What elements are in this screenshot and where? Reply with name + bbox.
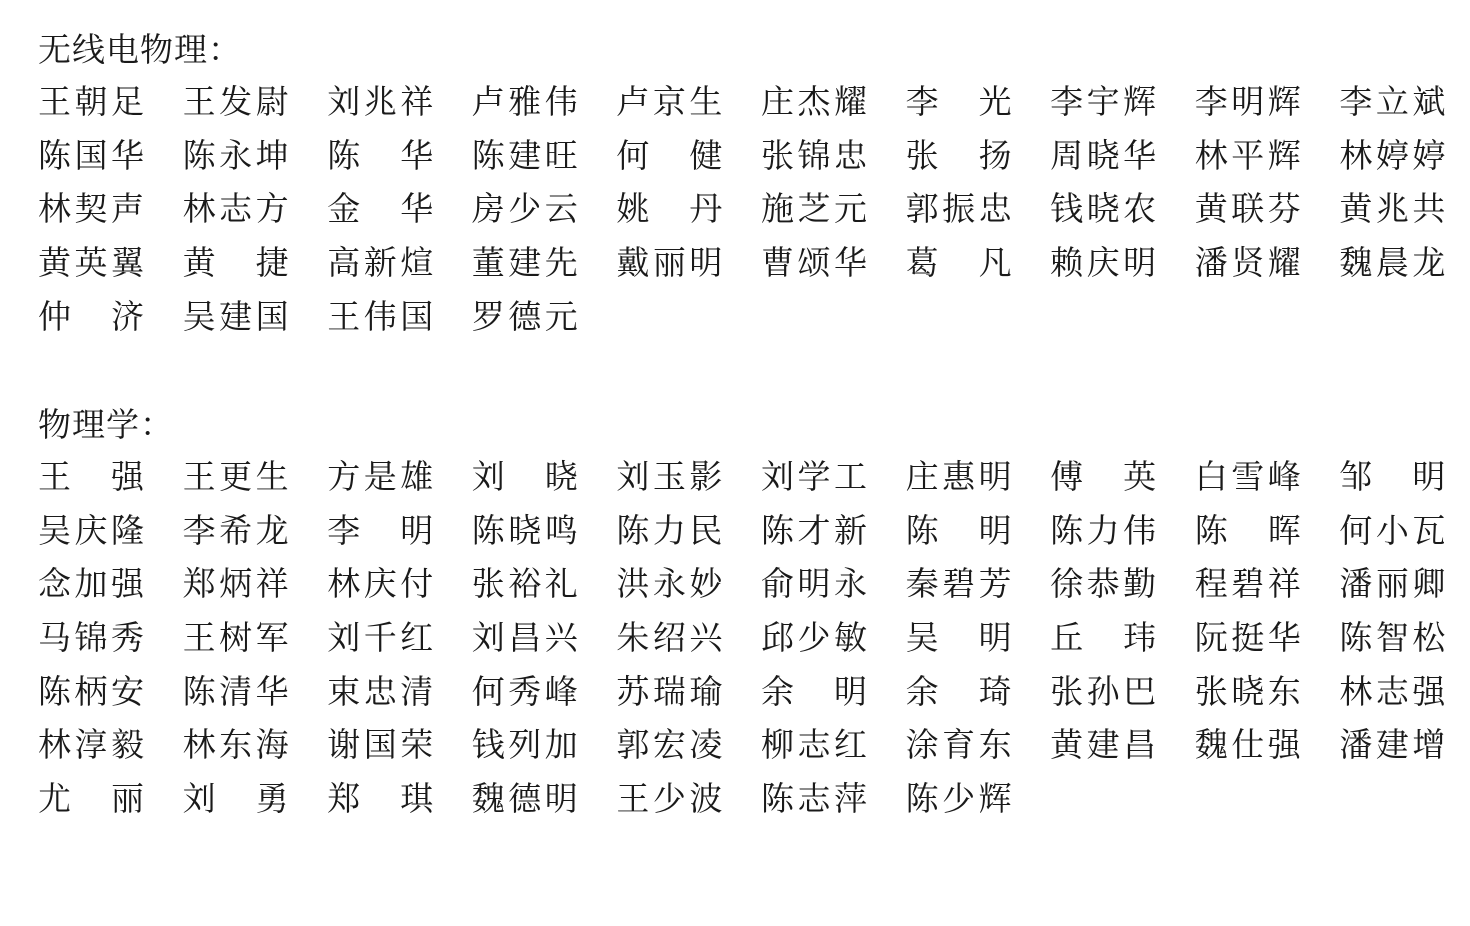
student-name: 白 雪 峰 (1194, 457, 1301, 496)
section-title-physics: 物理学： (38, 405, 174, 444)
student-name: 陈 华 (327, 135, 434, 175)
student-name: 念 加 强 (38, 564, 144, 604)
student-name: 王 发 尉 (182, 82, 289, 121)
student-name: 陈 志 萍 (760, 779, 867, 819)
student-name: 陈 力 伟 (1050, 510, 1157, 550)
student-name: 钱 列 加 (471, 725, 578, 765)
student-name: 葛 凡 (905, 243, 1012, 283)
student-name: 郑 炳 祥 (182, 564, 289, 604)
student-name: 高 新 煊 (327, 243, 434, 283)
name-grid-radio-physics (38, 82, 1470, 350)
student-name: 程 碧 祥 (1194, 564, 1301, 604)
student-name: 仲 济 (38, 296, 144, 336)
student-name: 庄 杰 耀 (760, 82, 867, 121)
student-name: 李 明 (327, 510, 434, 550)
student-name: 张 扬 (905, 135, 1012, 175)
student-name: 傅 英 (1050, 457, 1157, 496)
student-name: 张 晓 东 (1194, 671, 1301, 711)
student-name: 林 东 海 (182, 725, 289, 765)
student-name: 束 忠 清 (327, 671, 434, 711)
student-name: 陈 晖 (1194, 510, 1301, 550)
student-name: 陈 柄 安 (38, 671, 144, 711)
student-name: 卢 雅 伟 (471, 82, 578, 121)
student-name: 余 明 (760, 671, 867, 711)
student-name: 涂 育 东 (905, 725, 1012, 765)
student-name: 徐 恭 勤 (1050, 564, 1157, 604)
student-name: 潘 贤 耀 (1194, 243, 1301, 283)
student-name: 陈 晓 鸣 (471, 510, 578, 550)
student-name: 朱 绍 兴 (616, 618, 723, 658)
student-name: 金 华 (327, 189, 434, 229)
student-name: 王 少 波 (616, 779, 723, 819)
student-name: 谢 国 荣 (327, 725, 434, 765)
student-name: 黄 英 翼 (38, 243, 144, 283)
student-name: 施 芝 元 (760, 189, 867, 229)
student-name: 黄 捷 (182, 243, 289, 283)
student-name: 张 锦 忠 (760, 135, 867, 175)
student-name: 刘 学 工 (760, 457, 867, 496)
student-name: 卢 京 生 (616, 82, 723, 121)
student-name: 郑 琪 (327, 779, 434, 819)
student-name: 刘 兆 祥 (327, 82, 434, 121)
student-name: 王 树 军 (182, 618, 289, 658)
student-name: 马 锦 秀 (38, 618, 144, 658)
student-name: 丘 玮 (1050, 618, 1157, 658)
student-name: 林 庆 付 (327, 564, 434, 604)
student-name: 林 契 声 (38, 189, 144, 229)
student-name: 刘 千 红 (327, 618, 434, 658)
student-name: 苏 瑞 瑜 (616, 671, 723, 711)
student-name: 何 小 瓦 (1339, 510, 1446, 550)
student-name: 吴 庆 隆 (38, 510, 144, 550)
student-name: 何 健 (616, 135, 723, 175)
student-name: 刘 勇 (182, 779, 289, 819)
student-name: 陈 国 华 (38, 135, 144, 175)
student-name: 董 建 先 (471, 243, 578, 283)
student-name: 吴 明 (905, 618, 1012, 658)
student-name: 陈 力 民 (616, 510, 723, 550)
student-name: 陈 明 (905, 510, 1012, 550)
student-name: 李 希 龙 (182, 510, 289, 550)
student-name: 张 裕 礼 (471, 564, 578, 604)
student-name: 李 立 斌 (1339, 82, 1446, 121)
student-name: 陈 才 新 (760, 510, 867, 550)
student-name: 房 少 云 (471, 189, 578, 229)
student-name: 潘 丽 卿 (1339, 564, 1446, 604)
student-name: 戴 丽 明 (616, 243, 723, 283)
student-name: 李 光 (905, 82, 1012, 121)
student-name: 林 志 强 (1339, 671, 1446, 711)
name-grid-physics (38, 457, 1470, 833)
student-name: 林 淳 毅 (38, 725, 144, 765)
student-name: 钱 晓 农 (1050, 189, 1157, 229)
student-name: 李 宇 辉 (1050, 82, 1157, 121)
student-name: 庄 惠 明 (905, 457, 1012, 496)
student-name: 张 孙 巴 (1050, 671, 1157, 711)
student-name: 邹 明 (1339, 457, 1446, 496)
student-name: 余 琦 (905, 671, 1012, 711)
student-name: 尤 丽 (38, 779, 144, 819)
student-name: 林 志 方 (182, 189, 289, 229)
student-name: 曹 颂 华 (760, 243, 867, 283)
student-name: 潘 建 增 (1339, 725, 1446, 765)
student-name: 黄 建 昌 (1050, 725, 1157, 765)
student-name: 洪 永 妙 (616, 564, 723, 604)
student-name: 刘 玉 影 (616, 457, 723, 496)
student-name: 陈 建 旺 (471, 135, 578, 175)
student-name: 王 强 (38, 457, 144, 496)
student-name: 魏 仕 强 (1194, 725, 1301, 765)
student-name: 陈 少 辉 (905, 779, 1012, 819)
student-name: 陈 智 松 (1339, 618, 1446, 658)
student-name: 郭 振 忠 (905, 189, 1012, 229)
student-name: 林 平 辉 (1194, 135, 1301, 175)
student-name: 邱 少 敏 (760, 618, 867, 658)
student-name: 何 秀 峰 (471, 671, 578, 711)
student-name: 吴 建 国 (182, 296, 289, 336)
student-name: 林 婷 婷 (1339, 135, 1446, 175)
student-name: 柳 志 红 (760, 725, 867, 765)
student-name: 王 朝 足 (38, 82, 144, 121)
student-name: 方 是 雄 (327, 457, 434, 496)
student-name: 俞 明 永 (760, 564, 867, 604)
student-name: 赖 庆 明 (1050, 243, 1157, 283)
student-name: 秦 碧 芳 (905, 564, 1012, 604)
student-name: 魏 晨 龙 (1339, 243, 1446, 283)
student-name: 王 更 生 (182, 457, 289, 496)
student-name: 郭 宏 凌 (616, 725, 723, 765)
student-name: 陈 清 华 (182, 671, 289, 711)
student-name: 黄 联 芬 (1194, 189, 1301, 229)
student-name: 李 明 辉 (1194, 82, 1301, 121)
student-name: 罗 德 元 (471, 296, 578, 336)
student-name: 刘 晓 (471, 457, 578, 496)
student-name: 黄 兆 共 (1339, 189, 1446, 229)
student-name: 王 伟 国 (327, 296, 434, 336)
student-name: 刘 昌 兴 (471, 618, 578, 658)
student-name: 阮 挺 华 (1194, 618, 1301, 658)
student-name: 姚 丹 (616, 189, 723, 229)
student-name: 魏 德 明 (471, 779, 578, 819)
student-name: 周 晓 华 (1050, 135, 1157, 175)
student-name: 陈 永 坤 (182, 135, 289, 175)
section-title-radio-physics: 无线电物理： (38, 30, 242, 69)
